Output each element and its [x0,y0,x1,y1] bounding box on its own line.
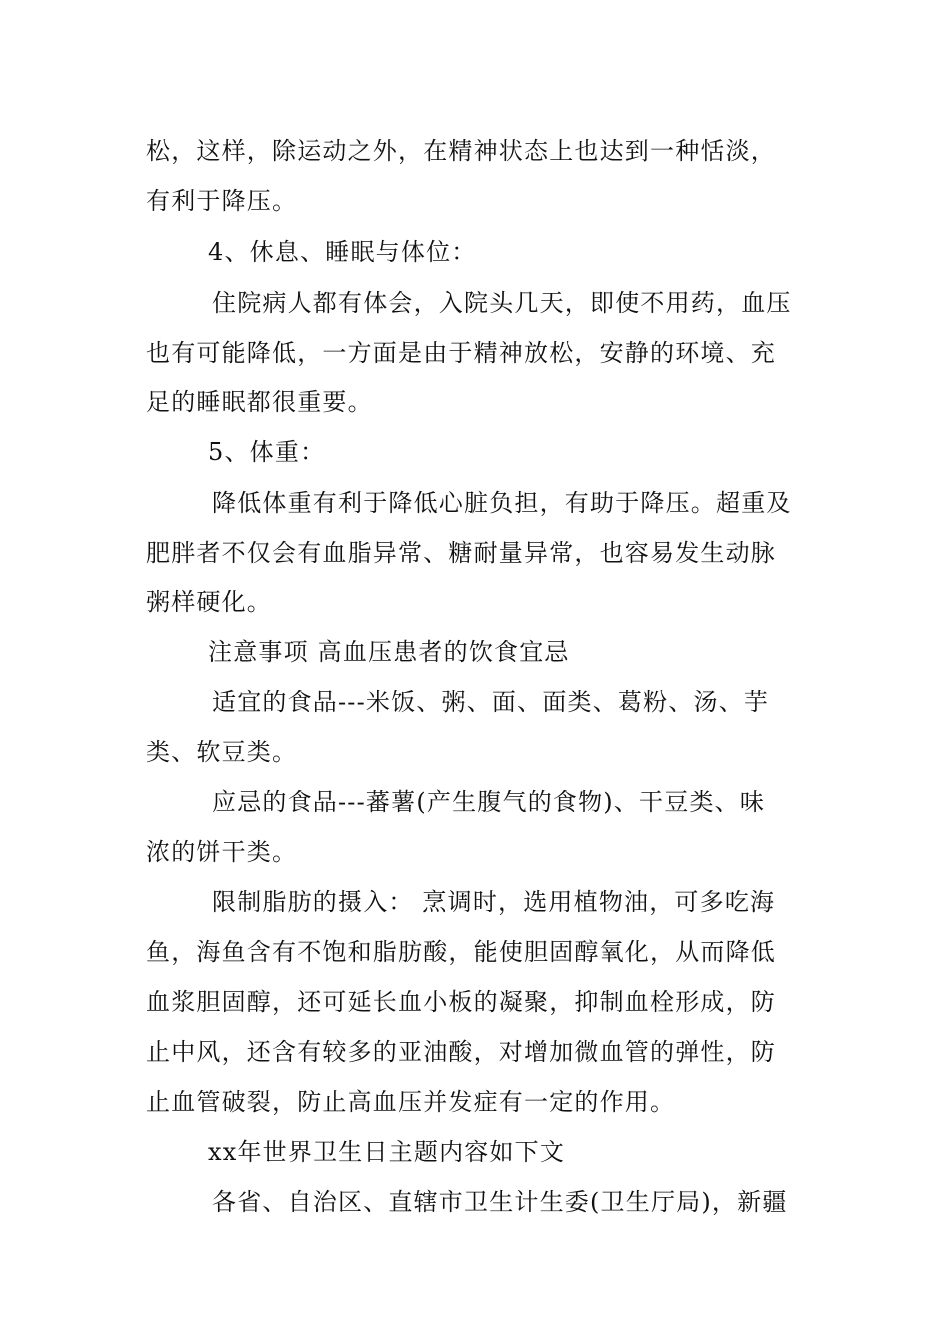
text-line: 适宜的食品---米饭、粥、面、面类、葛粉、汤、芋 [212,688,770,716]
text-line: 限制脂肪的摄入： 烹调时，选用植物油，可多吃海 [212,888,776,916]
text-line: 也有可能降低，一方面是由于精神放松，安静的环境、充 [146,339,776,367]
text-line: 鱼，海鱼含有不饱和脂肪酸，能使胆固醇氧化，从而降低 [146,938,776,966]
text-line: 肥胖者不仅会有血脂异常、糖耐量异常，也容易发生动脉 [146,539,776,567]
section-heading: 4、休息、睡眠与体位： [208,238,477,266]
section-heading: xx年世界卫生日主题内容如下文 [208,1138,566,1166]
text-line: 止中风，还含有较多的亚油酸，对增加微血管的弹性，防 [146,1038,776,1066]
text-line: 止血管破裂，防止高血压并发症有一定的作用。 [146,1088,676,1116]
text-line: 各省、自治区、直辖市卫生计生委(卫生厅局)，新疆 [212,1188,788,1216]
section-heading: 注意事项 高血压患者的饮食宜忌 [208,638,570,666]
text-line: 住院病人都有体会，入院头几天，即使不用药，血压 [212,289,792,317]
text-line: 粥样硬化。 [146,588,272,616]
text-line: 足的睡眠都很重要。 [146,388,373,416]
text-line: 血浆胆固醇，还可延长血小板的凝聚，抑制血栓形成，防 [146,988,776,1016]
text-line: 浓的饼干类。 [146,838,298,866]
text-line: 类、软豆类。 [146,738,298,766]
text-line: 有利于降压。 [146,187,298,215]
text-line: 降低体重有利于降低心脏负担，有助于降压。超重及 [212,489,792,517]
text-line: 应忌的食品---蕃薯(产生腹气的食物)、干豆类、味 [212,788,766,816]
text-line: 松，这样，除运动之外，在精神状态上也达到一种恬淡， [146,137,776,165]
section-heading: 5、体重： [208,438,326,466]
